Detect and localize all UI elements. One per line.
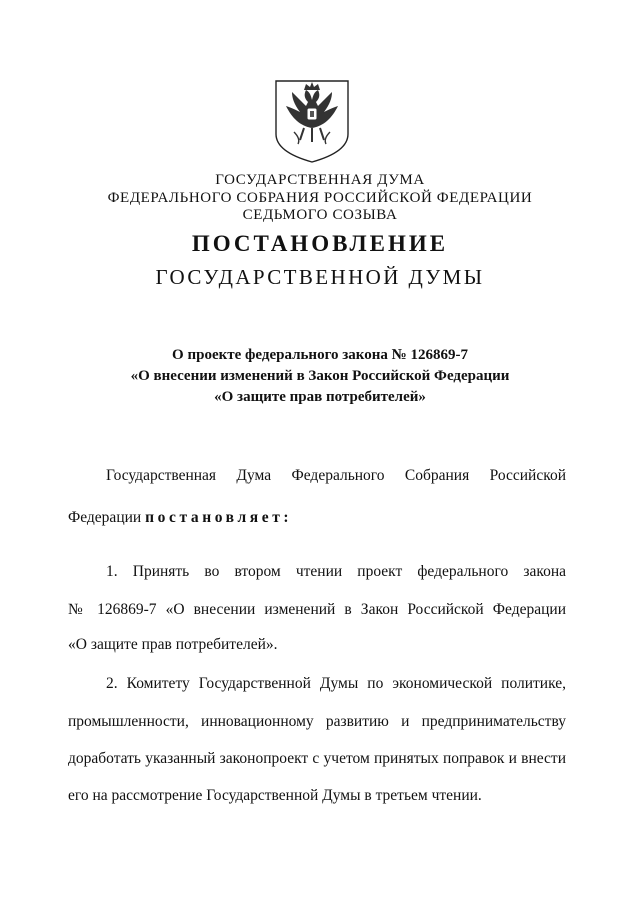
item1-line-3: «О защите прав потребителей».	[68, 636, 278, 653]
item2-line-1: 2. Комитету Государственной Думы по экономической политике,	[106, 675, 566, 692]
item1-line-1: 1. Принять во втором чтении проект федерального закона	[106, 563, 566, 580]
item2-line-2: промышленности, инновационному развитию и предпринимательству	[68, 713, 566, 730]
subject-line-2: «О внесении изменений в Закон Российской Федерации	[130, 368, 510, 384]
org-name-line-2: ФЕДЕРАЛЬНОГО СОБРАНИЯ РОССИЙСКОЙ ФЕДЕРАЦИИ	[107, 190, 533, 206]
item1-line-2: № 126869-7 «О внесении изменений в Закон Российской Федерации	[68, 601, 566, 618]
item2-line-4: его на рассмотрение Государственной Думы в третьем чтении.	[68, 787, 482, 804]
convocation-line: СЕДЬМОГО СОЗЫВА	[242, 207, 398, 223]
preamble-line-2	[68, 509, 566, 527]
preamble-line-1: Государственная Дума Федерального Собрания Российской	[106, 467, 566, 484]
document-title: ПОСТАНОВЛЕНИЕ	[191, 231, 449, 256]
subject-line-3: «О защите прав потребителей»	[214, 389, 426, 405]
item2-line-3: доработать указанный законопроект с учетом принятых поправок и внести	[68, 750, 566, 767]
coat-of-arms-emblem	[270, 78, 354, 164]
preamble-resolves: постановляет:	[145, 509, 293, 526]
org-name-line-1: ГОСУДАРСТВЕННАЯ ДУМА	[215, 172, 425, 188]
document-subtitle: ГОСУДАРСТВЕННОЙ ДУМЫ	[155, 265, 485, 289]
preamble-prefix: Федерации	[68, 509, 146, 526]
subject-line-1: О проекте федерального закона № 126869-7	[172, 347, 468, 363]
